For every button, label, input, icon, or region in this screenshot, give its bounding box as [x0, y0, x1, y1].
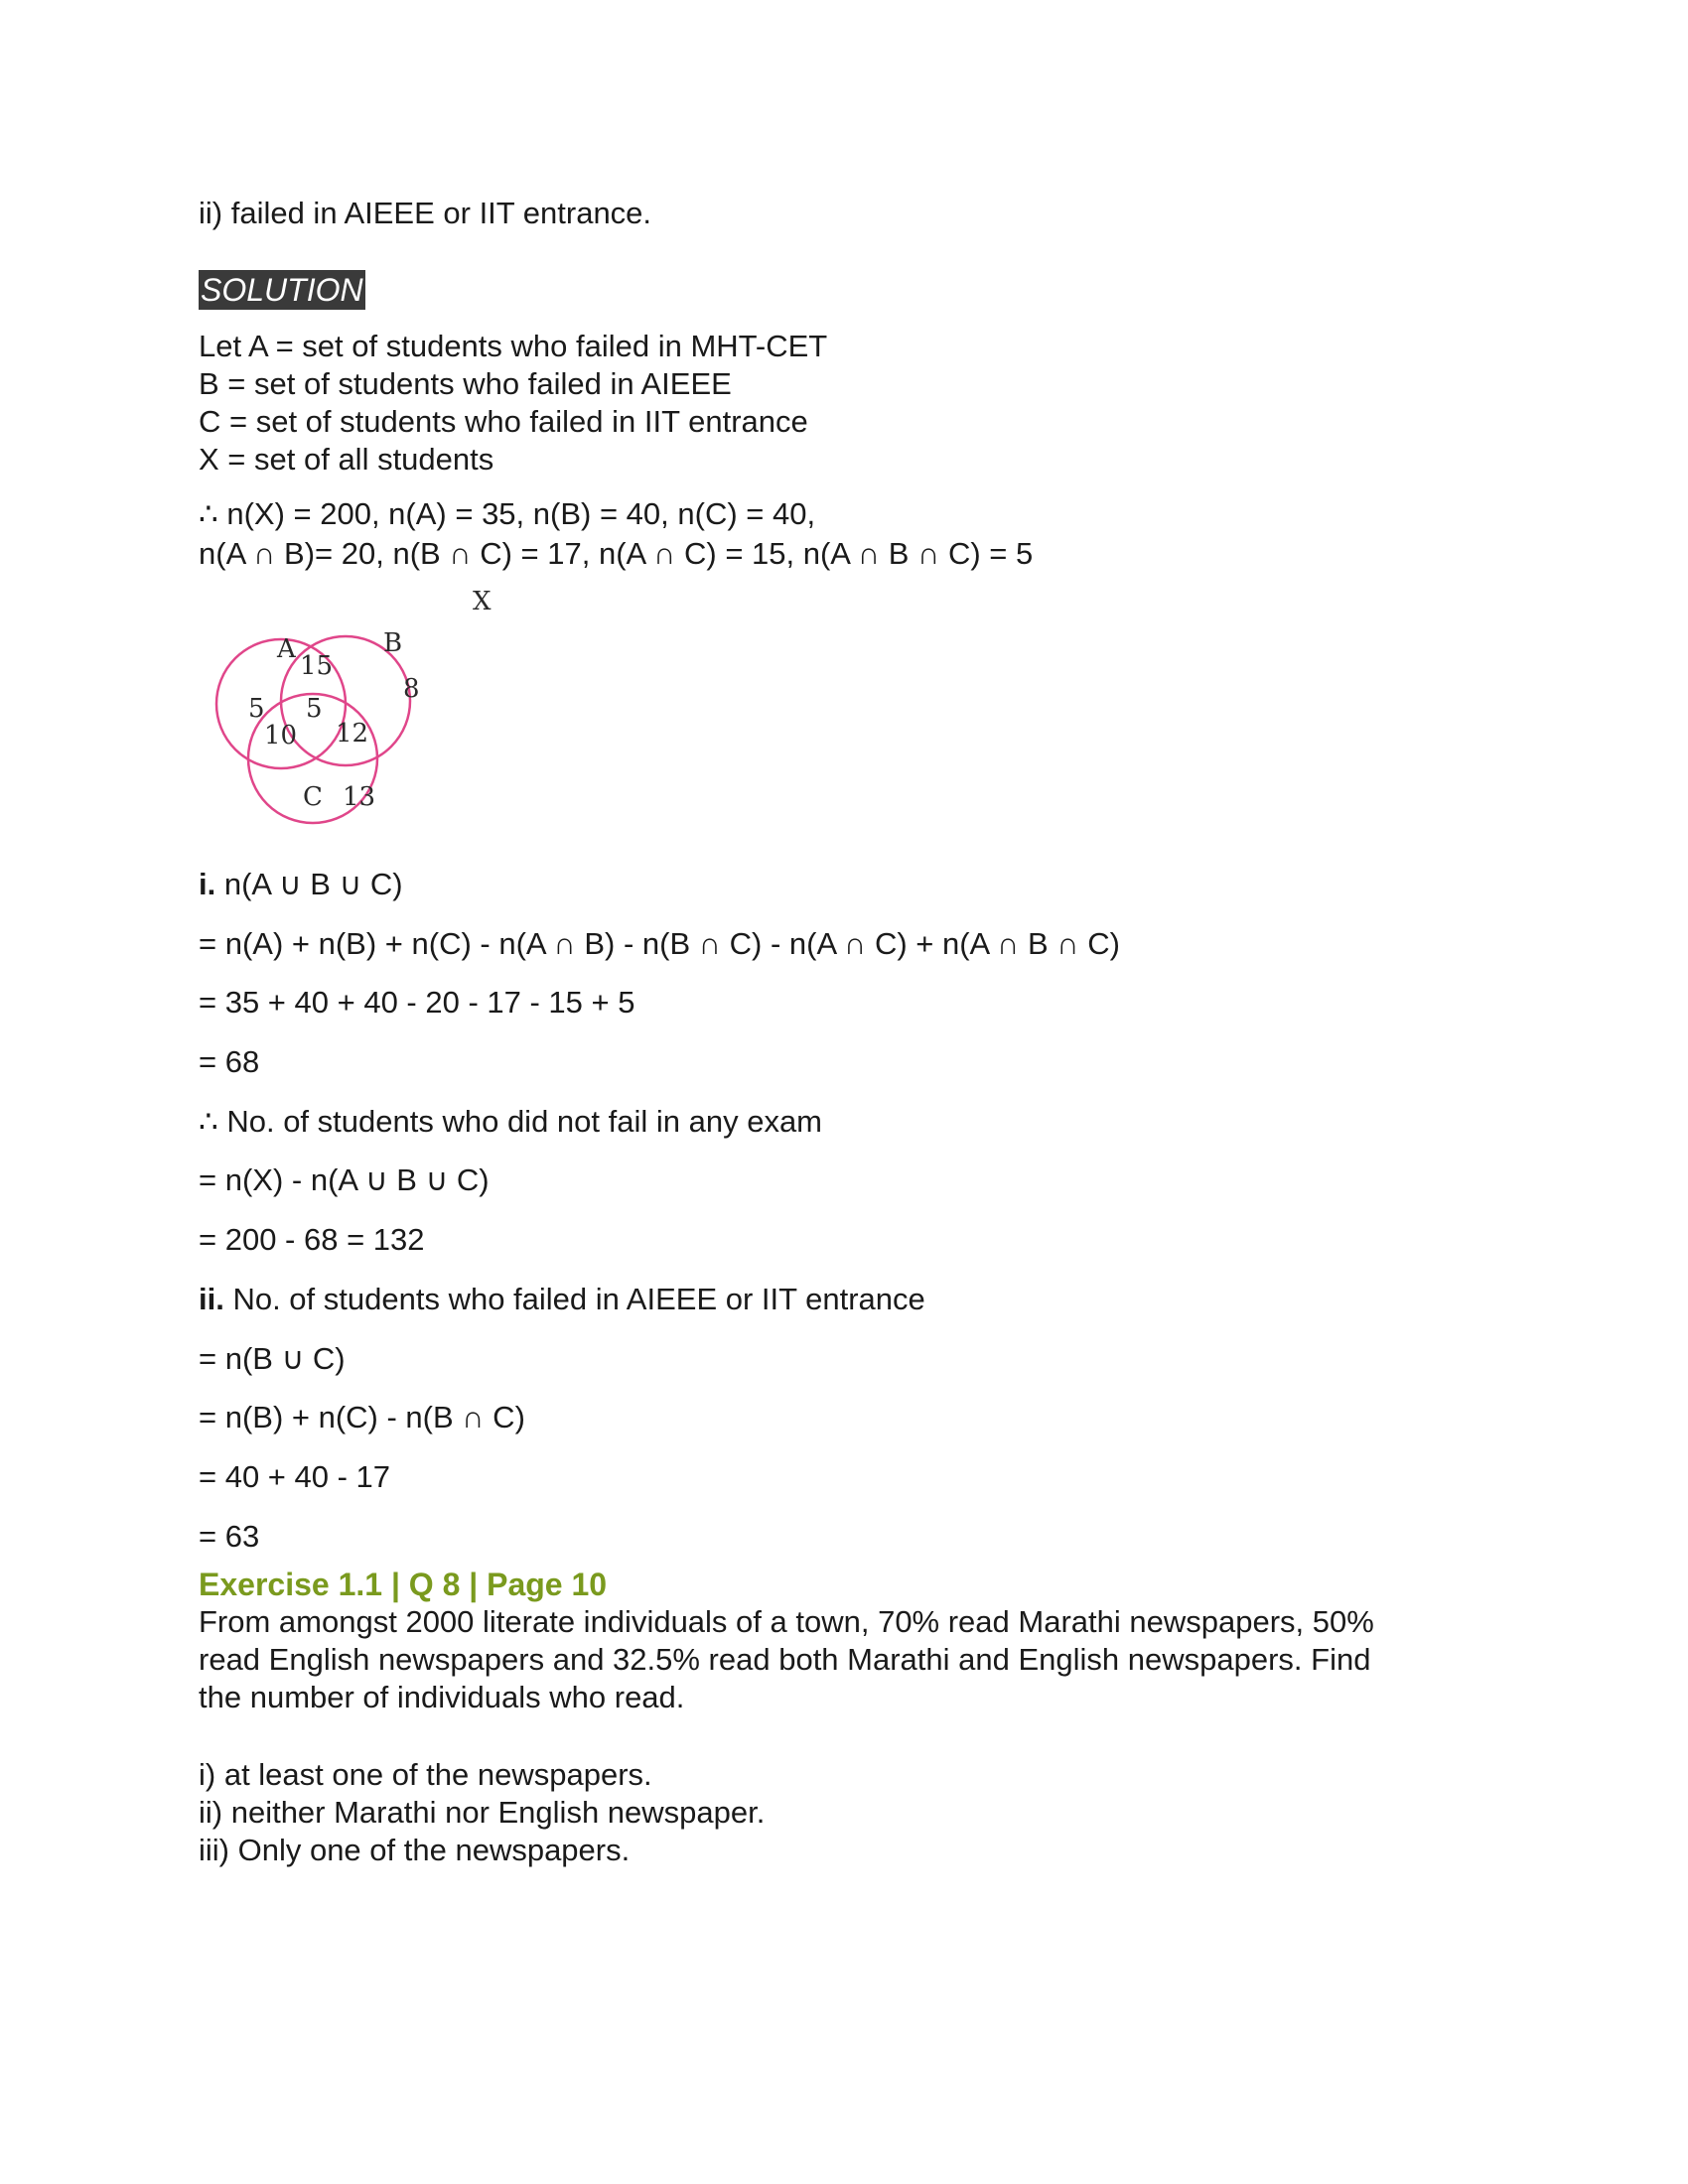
definition-x: X = set of all students — [199, 442, 494, 477]
region-only-b: 8 — [403, 674, 420, 704]
region-only-a: 5 — [248, 694, 265, 724]
step-text: = 200 - 68 = 132 — [199, 1222, 425, 1258]
solution-steps — [199, 866, 1489, 1566]
set-label-c: C — [303, 782, 323, 812]
set-label-b: B — [383, 628, 403, 658]
region-a-and-c: 10 — [264, 721, 298, 751]
question-part-2: ii) neither Marathi nor English newspaper. — [199, 1794, 766, 1830]
step-text: = n(X) - n(A ∪ B ∪ C) — [199, 1162, 490, 1198]
solution-step — [199, 1103, 1489, 1162]
venn-svg — [199, 590, 516, 848]
set-label-a: A — [277, 634, 296, 664]
given-values — [199, 494, 1489, 574]
solution-step — [199, 984, 1489, 1043]
given-line-1: ∴ n(X) = 200, n(A) = 35, n(B) = 40, n(C) = 40, — [199, 496, 816, 531]
solution-step — [199, 1518, 1489, 1566]
universe-label: X — [473, 590, 492, 616]
question-part-3: iii) Only one of the newspapers. — [199, 1832, 631, 1867]
venn-diagram — [199, 590, 516, 848]
step-text: No. of students who failed in AIEEE or IIT entrance — [223, 1281, 925, 1316]
region-all-three: 5 — [306, 694, 323, 724]
question-line-3: the number of individuals who read. — [199, 1679, 685, 1714]
solution-step — [199, 1340, 1489, 1400]
step-text: = n(A) + n(B) + n(C) - n(A ∩ B) - n(B ∩ C) - n(A ∩ C) + n(A ∩ B ∩ C) — [199, 925, 1120, 961]
solution-step — [199, 925, 1489, 985]
solution-label: SOLUTION — [201, 272, 363, 308]
step-prefix: i. — [199, 867, 216, 901]
step-text: = n(B ∪ C) — [199, 1340, 346, 1376]
step-prefix: ii. — [199, 1281, 224, 1316]
step-text: = 68 — [199, 1044, 260, 1080]
question-part-ii: ii) failed in AIEEE or IIT entrance. — [199, 196, 652, 230]
region-a-and-b: 15 — [300, 651, 334, 681]
question-line-1: From amongst 2000 literate individuals of a town, 70% read Marathi newspapers, 50% — [199, 1603, 1374, 1639]
definition-a: Let A = set of students who failed in MHT-CET — [199, 329, 828, 363]
document-page — [199, 195, 1489, 1869]
solution-step — [199, 1161, 1489, 1221]
definition-b: B = set of students who failed in AIEEE — [199, 366, 732, 401]
solution-step — [199, 866, 1489, 925]
question-line-2: read English newspapers and 32.5% read both Marathi and English newspapers. Find — [199, 1641, 1371, 1677]
question-part-1: i) at least one of the newspapers. — [199, 1756, 652, 1792]
step-text: ∴ No. of students who did not fail in any exam — [199, 1103, 823, 1139]
region-only-c: 13 — [343, 782, 376, 812]
given-line-2: n(A ∩ B)= 20, n(B ∩ C) = 17, n(A ∩ C) = 15, n(A ∩ B ∩ C) = 5 — [199, 536, 1034, 571]
solution-step — [199, 1281, 1489, 1340]
step-text: = 35 + 40 + 40 - 20 - 17 - 15 + 5 — [199, 985, 635, 1021]
region-b-and-c: 12 — [336, 719, 369, 749]
solution-step — [199, 1043, 1489, 1103]
step-text: = 63 — [199, 1518, 260, 1554]
solution-step — [199, 1399, 1489, 1458]
question-parts — [199, 1756, 1489, 1869]
step-text: n(A ∪ B ∪ C) — [215, 867, 403, 901]
solution-step — [199, 1458, 1489, 1518]
definition-c: C = set of students who failed in IIT entrance — [199, 404, 808, 439]
question-text — [199, 1603, 1489, 1716]
solution-step — [199, 1221, 1489, 1281]
step-text: = 40 + 40 - 17 — [199, 1458, 391, 1494]
set-definitions — [199, 328, 1489, 478]
step-text: = n(B) + n(C) - n(B ∩ C) — [199, 1400, 525, 1435]
exercise-heading: Exercise 1.1 | Q 8 | Page 10 — [199, 1566, 608, 1602]
